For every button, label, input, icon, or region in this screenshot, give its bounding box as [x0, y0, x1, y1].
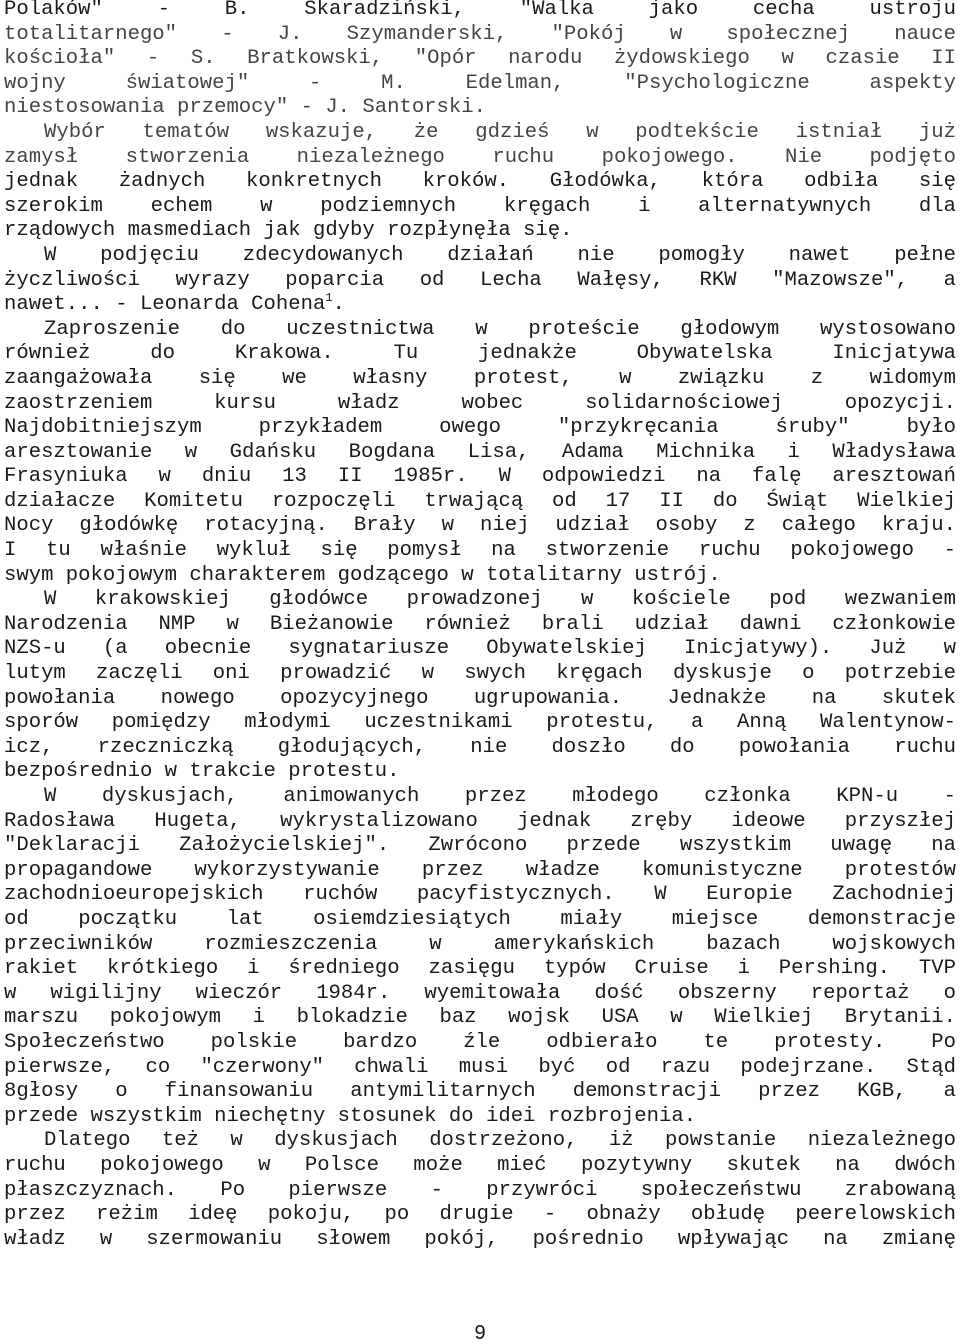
- text-line: [4, 834, 956, 859]
- text-line: [4, 957, 956, 982]
- text-line: [4, 441, 956, 466]
- text-line: [4, 1129, 956, 1154]
- text-line: [4, 588, 956, 613]
- text-line-content: Nocy głodówkę rotacyjną. Brały w niej udział osoby z całego kraju.: [4, 514, 956, 538]
- text-line-content: aresztowanie w Gdańsku Bogdana Lisa, Adama Michnika i Władysława: [4, 440, 956, 464]
- text-line: [4, 982, 956, 1007]
- text-line: [4, 121, 956, 146]
- text-line: [4, 662, 956, 687]
- text-line-content: 8głosy o finansowaniu antymilitarnych demonstracji przez KGB, a: [4, 1080, 956, 1104]
- text-line-content: Dlatego też w dyskusjach dostrzeżono, iż powstanie niezależnego: [44, 1129, 956, 1153]
- text-line-tail: .: [332, 293, 345, 317]
- text-line-content: zachodnioeuropejskich ruchów pacyfistycznych. W Europie Zachodniej: [4, 883, 956, 907]
- text-line: [4, 490, 956, 515]
- text-line: [4, 367, 956, 392]
- text-line-content: Społeczeństwo polskie bardzo źle odbierało te protesty. Po: [4, 1030, 956, 1054]
- text-line-content: władz w szermowaniu słowem pokój, pośrednio wpływając na zmianę: [4, 1227, 956, 1251]
- text-line: [4, 564, 956, 589]
- text-line-content: Zaproszenie do uczestnictwa w proteście głodowym wystosowano: [44, 317, 956, 341]
- text-line: [4, 0, 956, 23]
- text-line: [4, 1056, 956, 1081]
- text-line-content: niestosowania przemocy" - J. Santorski.: [4, 96, 486, 120]
- text-line: [4, 1080, 956, 1105]
- text-line: [4, 318, 956, 343]
- text-line-content: zaangażowała się we własny protest, w związku z widomym: [4, 366, 956, 390]
- text-line-content: marszu pokojowym i blokadzie baz wojsk USA w Wielkiej Brytanii.: [4, 1006, 956, 1030]
- text-line-content: kościoła" - S. Bratkowski, "Opór narodu żydowskiego w czasie II: [4, 47, 956, 71]
- text-line: [4, 23, 956, 48]
- text-line-content: jednak żadnych konkretnych kroków. Głodówka, która odbiła się: [4, 170, 956, 194]
- text-line-content: lutym zaczęli oni prowadzić w swych kręgach dyskusje o potrzebie: [4, 662, 956, 686]
- text-line-content: "Deklaracji Założycielskiej". Zwrócono przede wszystkim uwagę na: [4, 834, 956, 858]
- text-line: [4, 760, 956, 785]
- text-line: [4, 1203, 956, 1228]
- document-body-text: [4, 0, 956, 1252]
- text-line-content: płaszczyznach. Po pierwsze - przywróci społeczeństwu zrabowaną: [4, 1178, 956, 1202]
- text-line: [4, 810, 956, 835]
- text-line: [4, 170, 956, 195]
- text-line: [4, 269, 956, 294]
- text-line: [4, 219, 956, 244]
- text-line-content: Najdobitniejszym przykładem owego "przykręcania śruby" było: [4, 416, 956, 440]
- text-line-content: Wybór tematów wskazuje, że gdzieś w podtekście istniał już: [44, 120, 956, 144]
- text-line: [4, 146, 956, 171]
- text-line-content: NZS-u (a obecnie sygnatariusze Obywatelskiej Inicjatywy). Już w: [4, 637, 956, 661]
- text-line: [4, 736, 956, 761]
- text-line-content: od początku lat osiemdziesiątych miały miejsce demonstracje: [4, 907, 956, 931]
- text-line: [4, 342, 956, 367]
- text-line-content: icz, rzeczniczką głodujących, nie doszło do powołania ruchu: [4, 735, 956, 759]
- text-line: [4, 637, 956, 662]
- text-line: [4, 244, 956, 269]
- text-line-content: W dyskusjach, animowanych przez młodego członka KPN-u -: [44, 785, 956, 808]
- text-line: [4, 72, 956, 97]
- text-line-content: Polaków" - B. Skaradziński, "Walka jako cecha ustroju: [4, 0, 956, 21]
- text-line: [4, 711, 956, 736]
- footnote-marker: 1: [325, 291, 333, 306]
- text-line: [4, 1006, 956, 1031]
- text-line: [4, 1228, 956, 1253]
- text-line-content: totalitarnego" - J. Szymanderski, "Pokój w społecznej nauce: [4, 22, 956, 46]
- text-line-content: wojny światowej" - M. Edelman, "Psychologiczne aspekty: [4, 71, 956, 95]
- text-line-content: Radosława Hugeta, wykrystalizowano jednak zręby ideowe przyszłej: [4, 809, 956, 833]
- text-line-content: szerokim echem w podziemnych kręgach i alternatywnych dla: [4, 194, 956, 218]
- text-line-content: pierwsze, co "czerwony" chwali musi być od razu podejrzane. Stąd: [4, 1055, 956, 1079]
- text-line: [4, 539, 956, 564]
- text-line: [4, 785, 956, 810]
- text-line: [4, 859, 956, 884]
- text-line: [4, 195, 956, 220]
- text-line-content: bezpośrednio w trakcie protestu.: [4, 760, 400, 784]
- text-line-content: Frasyniuka w dniu 13 II 1985r. W odpowiedzi na falę aresztowań: [4, 465, 956, 489]
- text-line-content: ruchu pokojowego w Polsce może mieć pozytywny skutek na dwóch: [4, 1153, 956, 1177]
- text-line-content: propagandowe wykorzystywanie przez władze komunistyczne protestów: [4, 858, 956, 882]
- text-line-content: zaostrzeniem kursu władz wobec solidarnościowej opozycji.: [4, 391, 956, 415]
- text-line-content: życzliwości wyrazy poparcia od Lecha Wałęsy, RKW "Mazowsze", a: [4, 268, 956, 292]
- text-line-content: działacze Komitetu rozpoczęli trwającą od 17 II do Świąt Wielkiej: [4, 489, 956, 513]
- text-line-content: zamysł stworzenia niezależnego ruchu pokojowego. Nie podjęto: [4, 145, 956, 169]
- text-line: [4, 1031, 956, 1056]
- text-line-content: powołania nowego opozycyjnego ugrupowania. Jednakże na skutek: [4, 686, 956, 710]
- text-line: [4, 908, 956, 933]
- text-line-content: Narodzenia NMP w Bieżanowie również brali udział dawni członkowie: [4, 612, 956, 636]
- text-line: [4, 1154, 956, 1179]
- text-line-content: przede wszystkim niechętny stosunek do idei rozbrojenia.: [4, 1104, 697, 1128]
- text-line: [4, 465, 956, 490]
- text-line-content: sporów pomiędzy młodymi uczestnikami protestu, a Anną Walentynow-: [4, 711, 956, 735]
- text-line: [4, 883, 956, 908]
- text-line: [4, 514, 956, 539]
- text-line: [4, 1105, 956, 1130]
- text-line-content: rządowych masmediach jak gdyby rozpłynęła się.: [4, 219, 573, 243]
- text-line: [4, 96, 956, 121]
- text-line-content: w wigilijny wieczór 1984r. wyemitowała dość obszerny reportaż o: [4, 981, 956, 1005]
- text-line-content: W krakowskiej głodówce prowadzonej w kościele pod wezwaniem: [44, 588, 956, 612]
- text-line-content: przez reżim ideę pokoju, po drugie - obnaży obłudę peerelowskich: [4, 1203, 956, 1227]
- text-line-content: przeciwników rozmieszczenia w amerykańskich bazach wojskowych: [4, 932, 956, 956]
- text-line: [4, 687, 956, 712]
- text-line-content: W podjęciu zdecydowanych działań nie pomogły nawet pełne: [44, 243, 956, 267]
- text-line-content: swym pokojowym charakterem godzącego w totalitarny ustrój.: [4, 563, 721, 587]
- text-line: [4, 416, 956, 441]
- text-line-content: nawet... - Leonarda Cohena: [4, 293, 326, 317]
- text-line: [4, 613, 956, 638]
- text-line-content: rakiet krótkiego i średniego zasięgu typów Cruise i Pershing. TVP: [4, 957, 956, 981]
- text-line: [4, 392, 956, 417]
- text-line: [4, 933, 956, 958]
- text-line-content: I tu właśnie wykluł się pomysł na stworzenie ruchu pokojowego -: [4, 539, 956, 563]
- text-line: [4, 1179, 956, 1204]
- text-line: [4, 47, 956, 72]
- text-line-content: również do Krakowa. Tu jednakże Obywatelska Inicjatywa: [4, 342, 956, 366]
- text-line: [4, 293, 956, 318]
- page-number: 9: [474, 1322, 486, 1344]
